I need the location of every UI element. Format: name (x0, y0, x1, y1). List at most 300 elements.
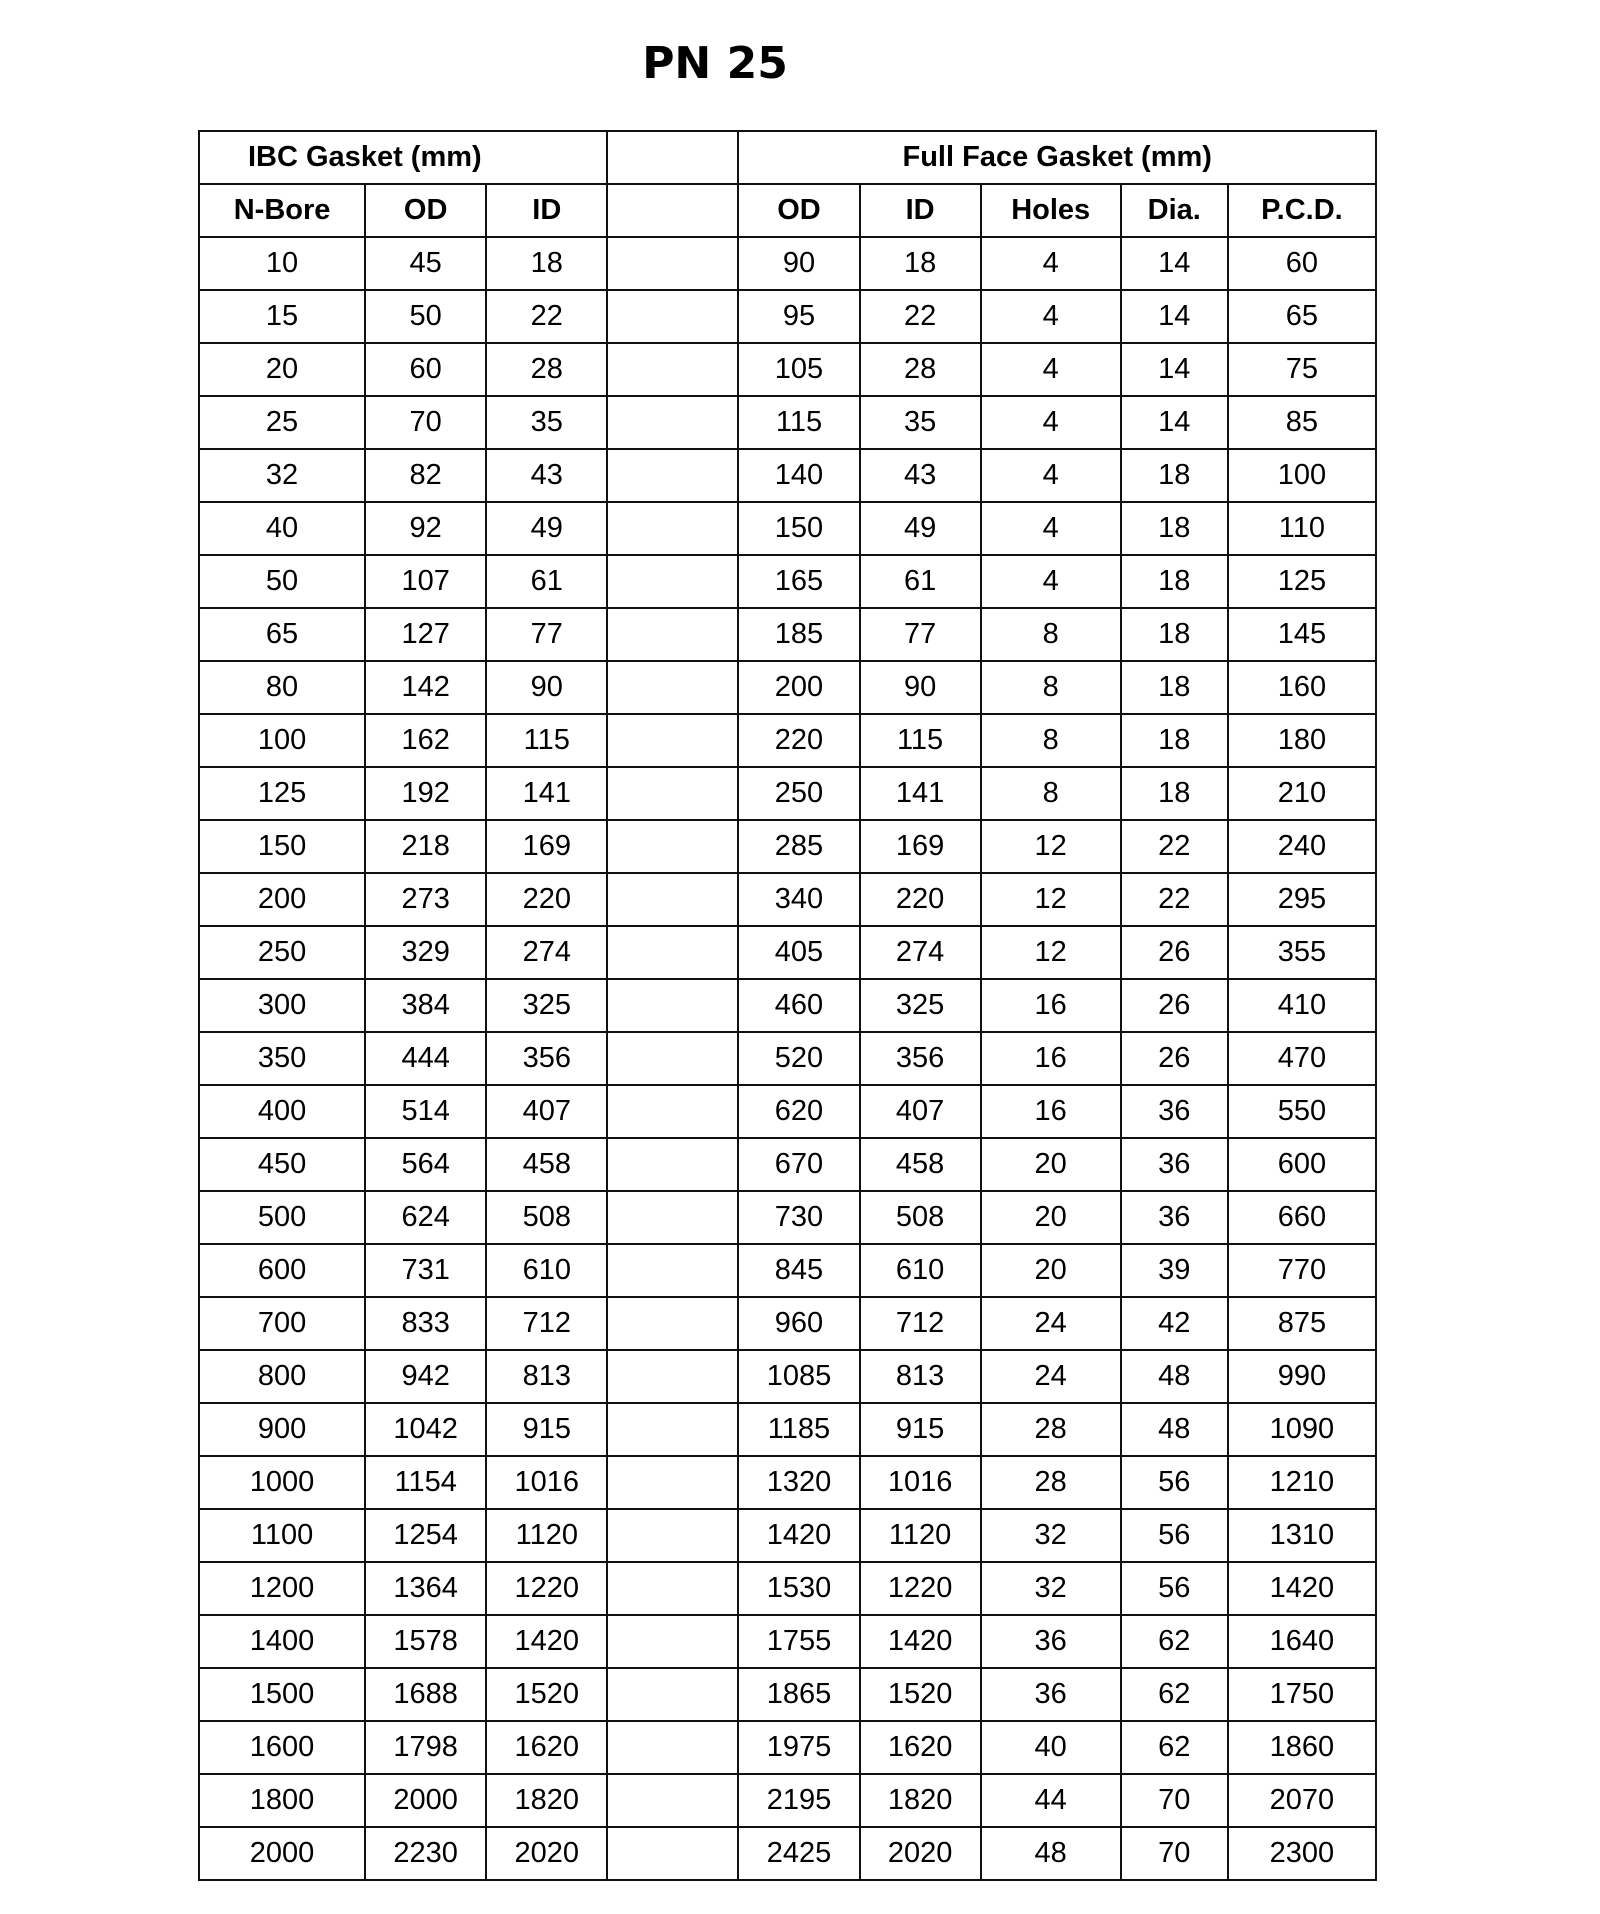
ibc-od-cell: 50 (365, 290, 486, 343)
ibc-od-cell: 70 (365, 396, 486, 449)
column-header-dia: Dia. (1121, 184, 1228, 237)
dia-cell: 22 (1121, 873, 1228, 926)
dia-cell: 62 (1121, 1615, 1228, 1668)
table-row (199, 1191, 1376, 1244)
holes-cell: 36 (981, 1668, 1121, 1721)
holes-cell: 32 (981, 1562, 1121, 1615)
n-bore-cell: 80 (199, 661, 365, 714)
table-row (199, 714, 1376, 767)
spacer-cell (607, 1191, 738, 1244)
ibc-id-cell: 508 (486, 1191, 607, 1244)
spacer-cell (607, 608, 738, 661)
ff-od-cell: 200 (738, 661, 859, 714)
holes-cell: 16 (981, 1085, 1121, 1138)
n-bore-cell: 1100 (199, 1509, 365, 1562)
dia-cell: 56 (1121, 1562, 1228, 1615)
table-row (199, 1350, 1376, 1403)
n-bore-cell: 20 (199, 343, 365, 396)
ff-od-cell: 220 (738, 714, 859, 767)
ff-od-cell: 1320 (738, 1456, 859, 1509)
ff-od-cell: 340 (738, 873, 859, 926)
ff-od-cell: 670 (738, 1138, 859, 1191)
ff-od-cell: 165 (738, 555, 859, 608)
holes-cell: 4 (981, 237, 1121, 290)
holes-cell: 48 (981, 1827, 1121, 1880)
holes-cell: 20 (981, 1138, 1121, 1191)
pcd-cell: 75 (1228, 343, 1376, 396)
ibc-od-cell: 142 (365, 661, 486, 714)
ibc-od-cell: 514 (365, 1085, 486, 1138)
spacer-cell (607, 1456, 738, 1509)
spacer-cell (607, 1350, 738, 1403)
ibc-id-cell: 2020 (486, 1827, 607, 1880)
ff-id-cell: 915 (860, 1403, 981, 1456)
ff-od-cell: 1975 (738, 1721, 859, 1774)
ff-id-cell: 35 (860, 396, 981, 449)
spacer-cell (607, 396, 738, 449)
ibc-od-cell: 1798 (365, 1721, 486, 1774)
spacer-cell (607, 555, 738, 608)
spacer-cell (607, 1244, 738, 1297)
ff-id-cell: 274 (860, 926, 981, 979)
table-row (199, 1032, 1376, 1085)
ff-od-cell: 115 (738, 396, 859, 449)
table-row (199, 237, 1376, 290)
dia-cell: 62 (1121, 1721, 1228, 1774)
n-bore-cell: 500 (199, 1191, 365, 1244)
table-row (199, 555, 1376, 608)
n-bore-cell: 15 (199, 290, 365, 343)
ff-od-cell: 250 (738, 767, 859, 820)
n-bore-cell: 350 (199, 1032, 365, 1085)
ibc-id-cell: 813 (486, 1350, 607, 1403)
table-row (199, 926, 1376, 979)
ibc-id-cell: 141 (486, 767, 607, 820)
ff-od-cell: 520 (738, 1032, 859, 1085)
ff-od-cell: 845 (738, 1244, 859, 1297)
table-row (199, 608, 1376, 661)
ibc-id-cell: 407 (486, 1085, 607, 1138)
ff-id-cell: 1520 (860, 1668, 981, 1721)
pcd-cell: 1640 (1228, 1615, 1376, 1668)
ibc-id-cell: 43 (486, 449, 607, 502)
ibc-id-cell: 1420 (486, 1615, 607, 1668)
ff-id-cell: 77 (860, 608, 981, 661)
pcd-cell: 600 (1228, 1138, 1376, 1191)
ff-od-cell: 2425 (738, 1827, 859, 1880)
column-header-ibc-id: ID (486, 184, 607, 237)
pcd-cell: 770 (1228, 1244, 1376, 1297)
holes-cell: 12 (981, 926, 1121, 979)
column-header-n-bore: N-Bore (199, 184, 365, 237)
dia-cell: 36 (1121, 1085, 1228, 1138)
dia-cell: 26 (1121, 1032, 1228, 1085)
ibc-od-cell: 127 (365, 608, 486, 661)
pcd-cell: 1310 (1228, 1509, 1376, 1562)
table-row (199, 502, 1376, 555)
spacer-cell (607, 1085, 738, 1138)
dia-cell: 18 (1121, 661, 1228, 714)
table-row (199, 343, 1376, 396)
holes-cell: 4 (981, 343, 1121, 396)
n-bore-cell: 25 (199, 396, 365, 449)
spacer-cell (607, 1827, 738, 1880)
n-bore-cell: 40 (199, 502, 365, 555)
ff-id-cell: 508 (860, 1191, 981, 1244)
ff-od-cell: 620 (738, 1085, 859, 1138)
pcd-cell: 660 (1228, 1191, 1376, 1244)
spacer-cell (607, 979, 738, 1032)
ff-od-cell: 405 (738, 926, 859, 979)
holes-cell: 8 (981, 608, 1121, 661)
dia-cell: 14 (1121, 237, 1228, 290)
n-bore-cell: 2000 (199, 1827, 365, 1880)
spacer-column-header (607, 184, 738, 237)
pcd-cell: 145 (1228, 608, 1376, 661)
column-header-ibc-od: OD (365, 184, 486, 237)
pcd-cell: 990 (1228, 1350, 1376, 1403)
spacer-cell (607, 1297, 738, 1350)
table-row (199, 1668, 1376, 1721)
holes-cell: 20 (981, 1191, 1121, 1244)
spacer-cell (607, 873, 738, 926)
spacer-cell (607, 767, 738, 820)
ibc-id-cell: 22 (486, 290, 607, 343)
ff-id-cell: 220 (860, 873, 981, 926)
ibc-id-cell: 1016 (486, 1456, 607, 1509)
pcd-cell: 110 (1228, 502, 1376, 555)
spacer-cell (607, 661, 738, 714)
n-bore-cell: 10 (199, 237, 365, 290)
holes-cell: 28 (981, 1403, 1121, 1456)
spacer-cell (607, 1668, 738, 1721)
ibc-od-cell: 1154 (365, 1456, 486, 1509)
table-row (199, 873, 1376, 926)
ibc-id-cell: 610 (486, 1244, 607, 1297)
group-header-row (199, 131, 1376, 184)
ibc-od-cell: 1042 (365, 1403, 486, 1456)
pcd-cell: 125 (1228, 555, 1376, 608)
page-title: PN 25 (642, 38, 788, 89)
spacer-cell (607, 1403, 738, 1456)
column-header-row (199, 184, 1376, 237)
dia-cell: 18 (1121, 449, 1228, 502)
spacer-cell (607, 237, 738, 290)
holes-cell: 40 (981, 1721, 1121, 1774)
spacer-cell (607, 502, 738, 555)
spacer-cell (607, 1562, 738, 1615)
ff-id-cell: 458 (860, 1138, 981, 1191)
ibc-gasket-header: IBC Gasket (mm) (199, 131, 607, 184)
table-row (199, 1509, 1376, 1562)
ibc-id-cell: 115 (486, 714, 607, 767)
dia-cell: 18 (1121, 767, 1228, 820)
pcd-cell: 1750 (1228, 1668, 1376, 1721)
dia-cell: 18 (1121, 555, 1228, 608)
ff-id-cell: 141 (860, 767, 981, 820)
spacer-cell (607, 1032, 738, 1085)
ff-id-cell: 407 (860, 1085, 981, 1138)
spacer-header-cell (607, 131, 738, 184)
ff-id-cell: 22 (860, 290, 981, 343)
table-row (199, 290, 1376, 343)
ibc-id-cell: 325 (486, 979, 607, 1032)
dia-cell: 26 (1121, 979, 1228, 1032)
pcd-cell: 875 (1228, 1297, 1376, 1350)
pcd-cell: 180 (1228, 714, 1376, 767)
dia-cell: 14 (1121, 343, 1228, 396)
holes-cell: 28 (981, 1456, 1121, 1509)
ibc-od-cell: 833 (365, 1297, 486, 1350)
table-body (199, 237, 1376, 1880)
ibc-od-cell: 942 (365, 1350, 486, 1403)
ff-od-cell: 960 (738, 1297, 859, 1350)
dia-cell: 70 (1121, 1774, 1228, 1827)
table-row (199, 1827, 1376, 1880)
pcd-cell: 410 (1228, 979, 1376, 1032)
ibc-od-cell: 60 (365, 343, 486, 396)
ff-od-cell: 1420 (738, 1509, 859, 1562)
holes-cell: 16 (981, 979, 1121, 1032)
holes-cell: 4 (981, 449, 1121, 502)
n-bore-cell: 300 (199, 979, 365, 1032)
spacer-cell (607, 343, 738, 396)
ff-id-cell: 18 (860, 237, 981, 290)
holes-cell: 32 (981, 1509, 1121, 1562)
ibc-od-cell: 1364 (365, 1562, 486, 1615)
ff-od-cell: 285 (738, 820, 859, 873)
n-bore-cell: 1200 (199, 1562, 365, 1615)
ibc-od-cell: 624 (365, 1191, 486, 1244)
table-row (199, 1244, 1376, 1297)
ff-od-cell: 2195 (738, 1774, 859, 1827)
ff-od-cell: 140 (738, 449, 859, 502)
ibc-od-cell: 218 (365, 820, 486, 873)
table-row (199, 1456, 1376, 1509)
pcd-cell: 470 (1228, 1032, 1376, 1085)
ff-id-cell: 1220 (860, 1562, 981, 1615)
ibc-id-cell: 169 (486, 820, 607, 873)
pcd-cell: 2300 (1228, 1827, 1376, 1880)
table-row (199, 449, 1376, 502)
ibc-id-cell: 90 (486, 661, 607, 714)
n-bore-cell: 150 (199, 820, 365, 873)
pcd-cell: 65 (1228, 290, 1376, 343)
ff-od-cell: 1755 (738, 1615, 859, 1668)
spacer-cell (607, 926, 738, 979)
spacer-cell (607, 820, 738, 873)
pcd-cell: 1090 (1228, 1403, 1376, 1456)
table-row (199, 1615, 1376, 1668)
ff-id-cell: 610 (860, 1244, 981, 1297)
table-row (199, 1297, 1376, 1350)
table-row (199, 767, 1376, 820)
dia-cell: 48 (1121, 1350, 1228, 1403)
dia-cell: 36 (1121, 1191, 1228, 1244)
ibc-id-cell: 915 (486, 1403, 607, 1456)
ibc-od-cell: 444 (365, 1032, 486, 1085)
pcd-cell: 240 (1228, 820, 1376, 873)
ff-od-cell: 150 (738, 502, 859, 555)
n-bore-cell: 65 (199, 608, 365, 661)
ibc-id-cell: 1820 (486, 1774, 607, 1827)
pcd-cell: 60 (1228, 237, 1376, 290)
ibc-od-cell: 564 (365, 1138, 486, 1191)
dia-cell: 56 (1121, 1456, 1228, 1509)
holes-cell: 12 (981, 820, 1121, 873)
ibc-od-cell: 192 (365, 767, 486, 820)
spacer-cell (607, 714, 738, 767)
holes-cell: 20 (981, 1244, 1121, 1297)
dia-cell: 14 (1121, 396, 1228, 449)
ff-id-cell: 49 (860, 502, 981, 555)
table-row (199, 1085, 1376, 1138)
n-bore-cell: 400 (199, 1085, 365, 1138)
table-row (199, 979, 1376, 1032)
ff-od-cell: 1185 (738, 1403, 859, 1456)
holes-cell: 24 (981, 1350, 1121, 1403)
ff-id-cell: 115 (860, 714, 981, 767)
ibc-od-cell: 162 (365, 714, 486, 767)
ff-id-cell: 356 (860, 1032, 981, 1085)
ff-od-cell: 460 (738, 979, 859, 1032)
n-bore-cell: 1400 (199, 1615, 365, 1668)
dia-cell: 39 (1121, 1244, 1228, 1297)
ibc-od-cell: 2230 (365, 1827, 486, 1880)
spacer-cell (607, 1774, 738, 1827)
n-bore-cell: 200 (199, 873, 365, 926)
ff-id-cell: 61 (860, 555, 981, 608)
dia-cell: 18 (1121, 608, 1228, 661)
holes-cell: 36 (981, 1615, 1121, 1668)
pcd-cell: 1420 (1228, 1562, 1376, 1615)
column-header-ff-od: OD (738, 184, 859, 237)
ibc-id-cell: 1520 (486, 1668, 607, 1721)
n-bore-cell: 1500 (199, 1668, 365, 1721)
ff-od-cell: 730 (738, 1191, 859, 1244)
table-row (199, 1138, 1376, 1191)
pcd-cell: 100 (1228, 449, 1376, 502)
ff-id-cell: 1016 (860, 1456, 981, 1509)
ibc-id-cell: 1220 (486, 1562, 607, 1615)
ff-id-cell: 90 (860, 661, 981, 714)
ibc-od-cell: 273 (365, 873, 486, 926)
ibc-id-cell: 77 (486, 608, 607, 661)
ibc-id-cell: 18 (486, 237, 607, 290)
ff-id-cell: 1120 (860, 1509, 981, 1562)
spacer-cell (607, 1138, 738, 1191)
table-row (199, 1774, 1376, 1827)
holes-cell: 8 (981, 661, 1121, 714)
ibc-id-cell: 1620 (486, 1721, 607, 1774)
ff-id-cell: 2020 (860, 1827, 981, 1880)
dia-cell: 26 (1121, 926, 1228, 979)
ibc-od-cell: 2000 (365, 1774, 486, 1827)
full-face-gasket-header: Full Face Gasket (mm) (738, 131, 1376, 184)
n-bore-cell: 600 (199, 1244, 365, 1297)
table-row (199, 1562, 1376, 1615)
n-bore-cell: 1000 (199, 1456, 365, 1509)
ibc-id-cell: 35 (486, 396, 607, 449)
n-bore-cell: 1800 (199, 1774, 365, 1827)
holes-cell: 4 (981, 396, 1121, 449)
dia-cell: 48 (1121, 1403, 1228, 1456)
column-header-ff-id: ID (860, 184, 981, 237)
ibc-id-cell: 274 (486, 926, 607, 979)
ff-id-cell: 28 (860, 343, 981, 396)
n-bore-cell: 100 (199, 714, 365, 767)
column-header-pcd: P.C.D. (1228, 184, 1376, 237)
n-bore-cell: 250 (199, 926, 365, 979)
ibc-od-cell: 45 (365, 237, 486, 290)
table-row (199, 1721, 1376, 1774)
ff-od-cell: 185 (738, 608, 859, 661)
pcd-cell: 1210 (1228, 1456, 1376, 1509)
ibc-id-cell: 1120 (486, 1509, 607, 1562)
ibc-od-cell: 731 (365, 1244, 486, 1297)
dia-cell: 18 (1121, 714, 1228, 767)
ff-od-cell: 95 (738, 290, 859, 343)
dia-cell: 22 (1121, 820, 1228, 873)
ff-id-cell: 813 (860, 1350, 981, 1403)
pcd-cell: 210 (1228, 767, 1376, 820)
spacer-cell (607, 1721, 738, 1774)
spacer-cell (607, 290, 738, 343)
holes-cell: 16 (981, 1032, 1121, 1085)
ibc-id-cell: 712 (486, 1297, 607, 1350)
ibc-od-cell: 1688 (365, 1668, 486, 1721)
n-bore-cell: 800 (199, 1350, 365, 1403)
pcd-cell: 1860 (1228, 1721, 1376, 1774)
holes-cell: 4 (981, 502, 1121, 555)
ff-od-cell: 105 (738, 343, 859, 396)
ff-id-cell: 1820 (860, 1774, 981, 1827)
ibc-od-cell: 1254 (365, 1509, 486, 1562)
spacer-cell (607, 1509, 738, 1562)
pcd-cell: 550 (1228, 1085, 1376, 1138)
n-bore-cell: 900 (199, 1403, 365, 1456)
ff-id-cell: 325 (860, 979, 981, 1032)
ibc-od-cell: 92 (365, 502, 486, 555)
dia-cell: 18 (1121, 502, 1228, 555)
n-bore-cell: 125 (199, 767, 365, 820)
ibc-id-cell: 458 (486, 1138, 607, 1191)
ibc-id-cell: 61 (486, 555, 607, 608)
n-bore-cell: 32 (199, 449, 365, 502)
n-bore-cell: 700 (199, 1297, 365, 1350)
holes-cell: 4 (981, 290, 1121, 343)
n-bore-cell: 450 (199, 1138, 365, 1191)
spacer-cell (607, 1615, 738, 1668)
ff-id-cell: 712 (860, 1297, 981, 1350)
dia-cell: 42 (1121, 1297, 1228, 1350)
ff-id-cell: 1620 (860, 1721, 981, 1774)
ff-id-cell: 169 (860, 820, 981, 873)
dia-cell: 36 (1121, 1138, 1228, 1191)
ff-id-cell: 1420 (860, 1615, 981, 1668)
pcd-cell: 85 (1228, 396, 1376, 449)
dia-cell: 14 (1121, 290, 1228, 343)
ibc-id-cell: 49 (486, 502, 607, 555)
holes-cell: 44 (981, 1774, 1121, 1827)
column-header-holes: Holes (981, 184, 1121, 237)
holes-cell: 4 (981, 555, 1121, 608)
ibc-od-cell: 384 (365, 979, 486, 1032)
pcd-cell: 355 (1228, 926, 1376, 979)
table-row (199, 1403, 1376, 1456)
ff-od-cell: 1085 (738, 1350, 859, 1403)
table-row (199, 820, 1376, 873)
